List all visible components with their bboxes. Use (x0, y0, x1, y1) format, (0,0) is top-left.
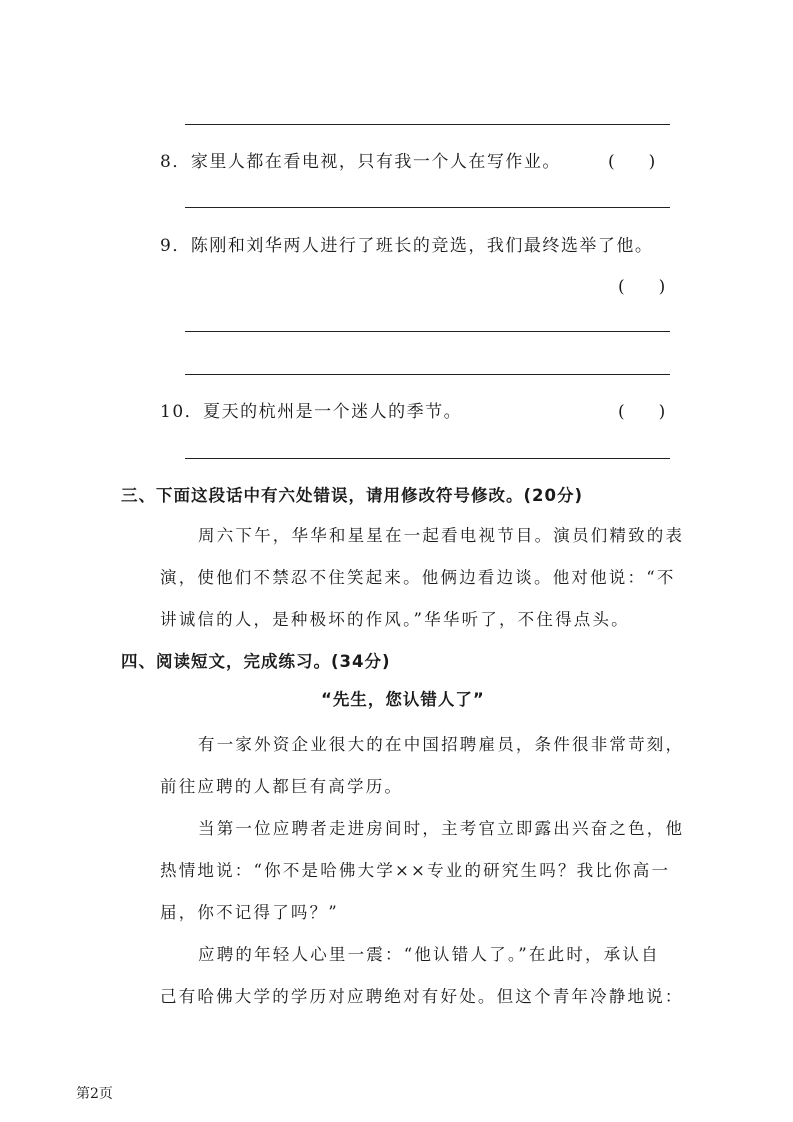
question-9: 9．陈刚和刘华两人进行了班长的竞选，我们最终选举了他。 (160, 236, 654, 256)
passage-line: 前往应聘的人都巨有高学历。 (160, 777, 404, 796)
question-9-answer-bracket[interactable]: ( ) (618, 277, 666, 297)
passage-line: 当第一位应聘者走进房间时，主考官立即露出兴奋之色，他 (198, 819, 685, 838)
answer-line[interactable] (185, 331, 670, 332)
passage-line: 应聘的年轻人心里一震：“他认错人了。”在此时，承认自 (198, 945, 660, 964)
page-number: 第2页 (76, 1086, 113, 1102)
answer-line[interactable] (185, 374, 670, 375)
answer-line[interactable] (185, 207, 670, 208)
section-4-heading: 四、阅读短文，完成练习。(34分) (121, 652, 391, 671)
passage-line: 热情地说：“你不是哈佛大学××专业的研究生吗？我比你高一 (160, 861, 671, 880)
passage-line: 有一家外资企业很大的在中国招聘雇员，条件很非常苛刻， (198, 735, 685, 754)
question-8: 8．家里人都在看电视，只有我一个人在写作业。 (160, 152, 561, 172)
passage-title: “先生，您认错人了” (321, 690, 485, 709)
section-3-heading: 三、下面这段话中有六处错误，请用修改符号修改。(20分) (121, 486, 584, 505)
question-10-answer-bracket[interactable]: ( ) (618, 402, 666, 422)
answer-line[interactable] (185, 124, 670, 125)
question-8-answer-bracket[interactable]: ( ) (608, 152, 656, 172)
passage-line: 己有哈佛大学的学历对应聘绝对有好处。但这个青年冷静地说： (160, 987, 684, 1006)
answer-line[interactable] (185, 458, 670, 459)
passage-line: 届，你不记得了吗？” (160, 903, 339, 922)
section-3-paragraph-line: 讲诚信的人，是种极坏的作风。”华华听了，不住得点头。 (160, 610, 630, 629)
section-3-paragraph-line: 演，使他们不禁忍不住笑起来。他俩边看边谈。他对他说：“不 (160, 568, 676, 587)
question-10: 10．夏天的杭州是一个迷人的季节。 (160, 402, 463, 422)
section-3-paragraph-line: 周六下午，华华和星星在一起看电视节目。演员们精致的表 (198, 526, 685, 545)
